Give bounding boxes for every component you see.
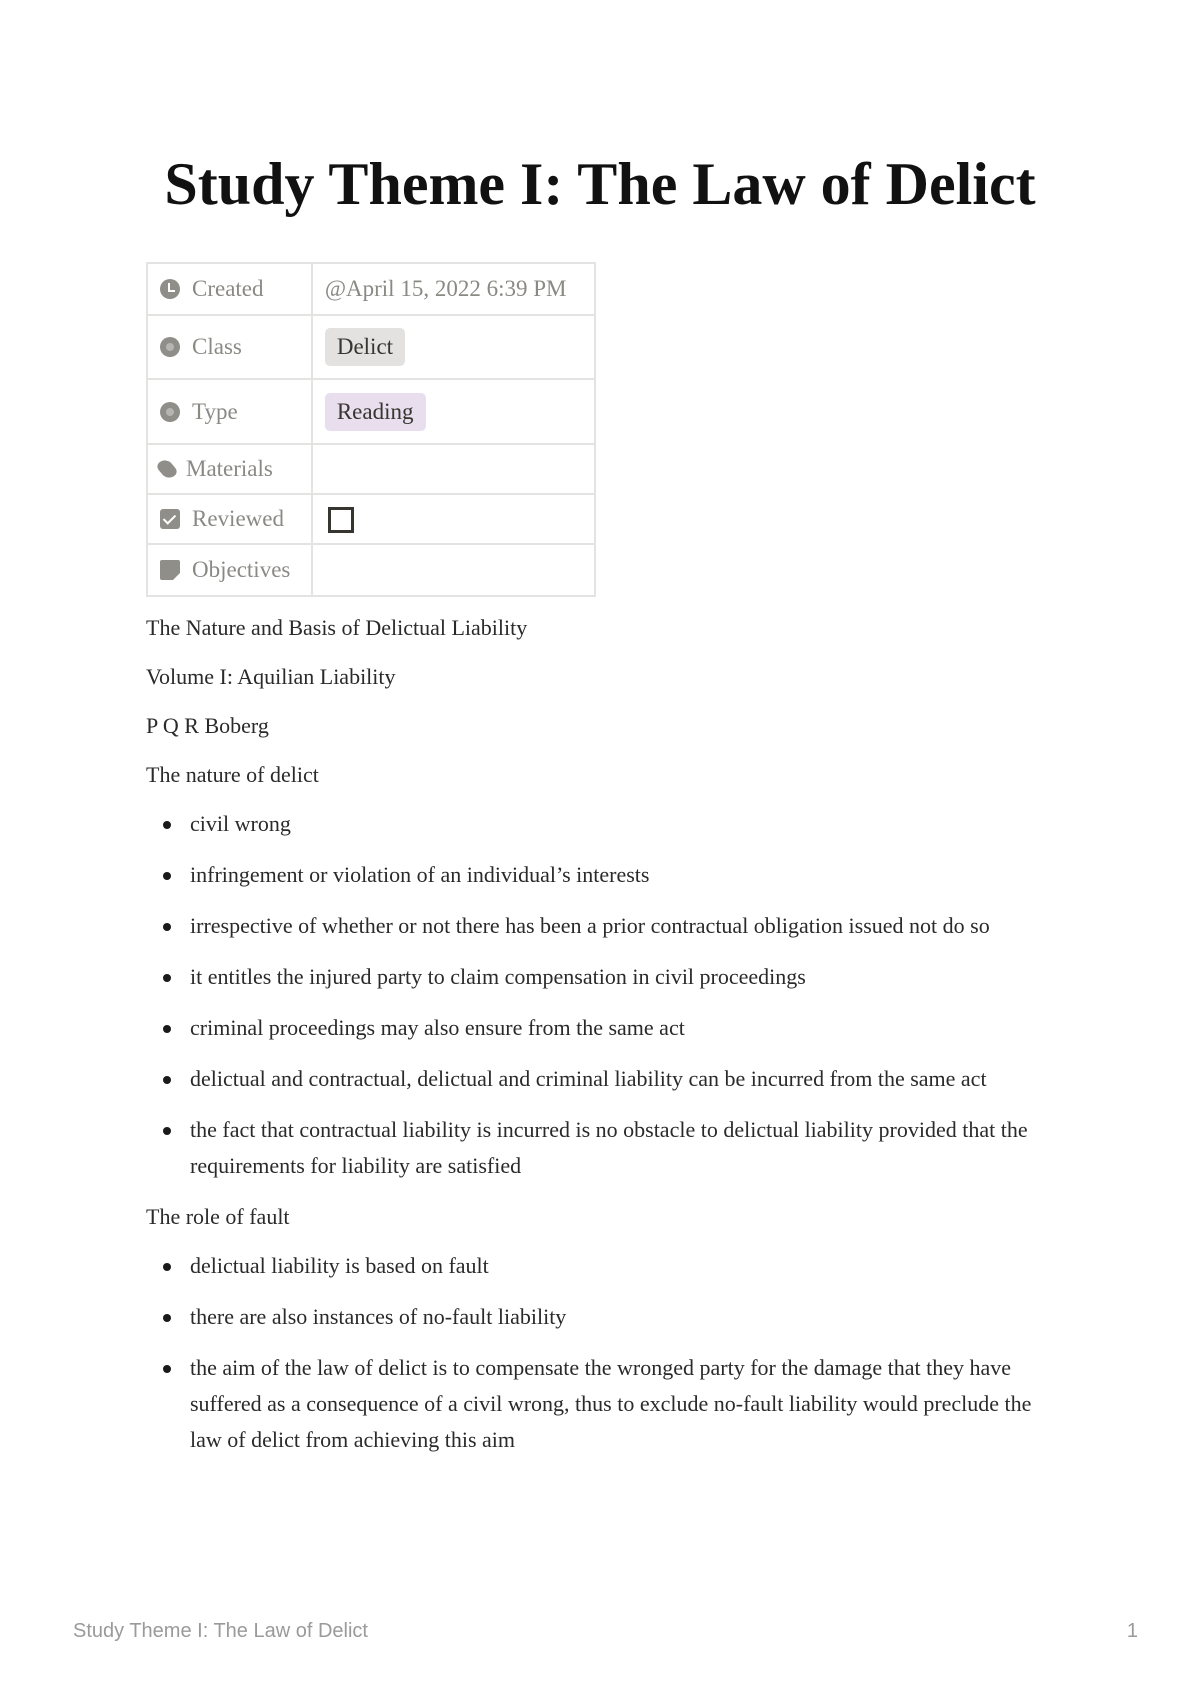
property-value-objectives[interactable] bbox=[312, 544, 595, 596]
property-label: Reviewed bbox=[192, 506, 284, 531]
text-icon bbox=[160, 560, 180, 580]
property-row-class bbox=[147, 315, 595, 379]
list-item: delictual liability is based on fault bbox=[146, 1248, 1066, 1284]
list-item: civil wrong bbox=[146, 806, 1066, 842]
select-icon bbox=[160, 337, 180, 357]
checkbox-icon bbox=[160, 509, 180, 529]
list-item: criminal proceedings may also ensure from the same act bbox=[146, 1010, 1066, 1046]
list-item: the aim of the law of delict is to compensate the wronged party for the damage that they have suffered as a consequence of a civil wrong, thus to exclude no-fault liability would preclude the law of delict from achieving this aim bbox=[146, 1350, 1066, 1458]
clock-icon bbox=[160, 279, 180, 299]
list-item: the fact that contractual liability is incurred is no obstacle to delictual liability provided that the requirements for liability are satisfied bbox=[146, 1112, 1066, 1184]
property-key-type bbox=[147, 379, 312, 444]
class-tag[interactable]: Delict bbox=[325, 328, 405, 366]
property-row-created bbox=[147, 263, 595, 315]
property-row-reviewed bbox=[147, 494, 595, 544]
property-value-reviewed bbox=[312, 494, 595, 544]
section-heading: The role of fault bbox=[146, 1204, 290, 1229]
property-value-type[interactable] bbox=[312, 379, 595, 444]
bullet-list bbox=[146, 806, 1066, 1184]
property-key-reviewed bbox=[147, 494, 312, 544]
list-item: infringement or violation of an individual’s interests bbox=[146, 857, 1066, 893]
property-value-materials[interactable] bbox=[312, 444, 595, 494]
property-label: Type bbox=[192, 398, 238, 424]
list-item: delictual and contractual, delictual and criminal liability can be incurred from the same act bbox=[146, 1061, 1066, 1097]
intro-line: P Q R Boberg bbox=[146, 713, 269, 738]
property-label: Objectives bbox=[192, 557, 291, 582]
property-value-class[interactable] bbox=[312, 315, 595, 379]
property-row-materials bbox=[147, 444, 595, 494]
property-row-type bbox=[147, 379, 595, 444]
select-icon bbox=[160, 402, 180, 422]
property-key-objectives bbox=[147, 544, 312, 596]
property-label: Class bbox=[192, 334, 242, 359]
list-item: irrespective of whether or not there has been a prior contractual obligation issued not do so bbox=[146, 908, 1066, 944]
footer-title: Study Theme I: The Law of Delict bbox=[73, 1620, 368, 1642]
property-key-class bbox=[147, 315, 312, 379]
list-item: there are also instances of no-fault liability bbox=[146, 1299, 1066, 1335]
paperclip-icon bbox=[155, 457, 179, 481]
bullet-list bbox=[146, 1248, 1066, 1458]
property-value-created[interactable]: @April 15, 2022 6:39 PM bbox=[312, 263, 595, 315]
property-key-created bbox=[147, 263, 312, 315]
property-row-objectives bbox=[147, 544, 595, 596]
intro-line: Volume I: Aquilian Liability bbox=[146, 664, 396, 689]
property-label: Materials bbox=[186, 456, 273, 481]
page-number: 1 bbox=[1126, 1620, 1138, 1642]
intro-line: The Nature and Basis of Delictual Liability bbox=[146, 615, 528, 640]
property-key-materials bbox=[147, 444, 312, 494]
list-item: it entitles the injured party to claim compensation in civil proceedings bbox=[146, 959, 1066, 995]
property-label: Created bbox=[192, 276, 264, 301]
reviewed-checkbox[interactable] bbox=[328, 507, 354, 533]
type-tag[interactable]: Reading bbox=[325, 393, 426, 431]
page-content bbox=[146, 610, 1066, 1473]
page-title: Study Theme I: The Law of Delict bbox=[164, 151, 1036, 217]
properties-table bbox=[146, 262, 596, 597]
section-heading: The nature of delict bbox=[146, 762, 319, 787]
